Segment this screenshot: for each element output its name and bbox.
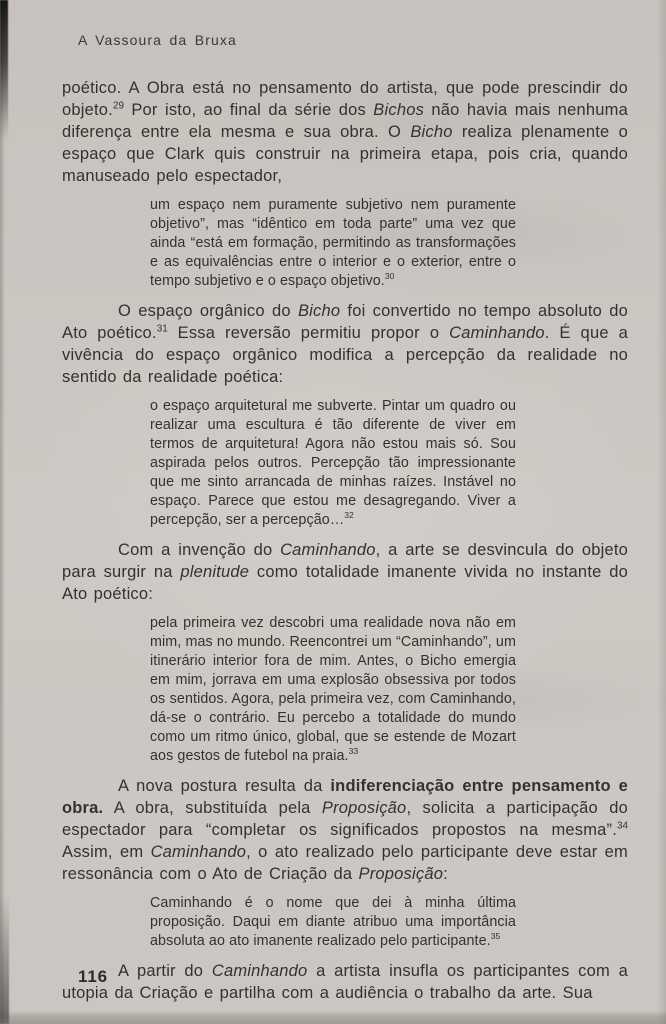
text-run: um espaço nem puramente subjetivo nem puramente objetivo”, mas “idêntico em toda parte” uma vez que ainda “está em formação, permitindo as transformações e as equivalências entre o interior e o exterior, entre o tempo subjetivo e o espaço objetivo. [150,197,516,289]
text-run: Caminhando [211,962,308,980]
text-run: A obra, substituída pela [103,799,322,817]
text-run: realiza plenamente o espaço que Clark quis construir na primeira etapa, pois cria, quando manuseado pelo espectador, [62,123,628,185]
text-run: o espaço arquitetural me subverte. Pintar um quadro ou realizar uma escultura é tão diferente de viver em termos de arquitetura! Agora não estou mais só. Sou aspirada pelos outros. Percepção tão impressionante que me sinto arrancada de minhas raízes. Instável no espaço. Parece que estou me desagregando. Viver a percepção, ser a percepção… [150,398,516,528]
page-edge-bottom-shadow [0,1010,666,1024]
text-run: não havia mais nenhuma diferença entre ela mesma e sua obra. O [62,101,628,141]
text-run: . É que a vivência do espaço orgânico modifica a percepção da realidade no sentido da realidade poética: [62,324,629,386]
page-edge-right-shadow [657,0,666,1024]
block-quote [150,397,516,530]
text-run: pela primeira vez descobri uma realidade nova não em mim, mas no mundo. Reencontrei um “Caminhando”, um itinerário interior fora de mim. Antes, o Bicho emergia em mim, jorrava em uma explosão obsessiva por todos os sentidos. Agora, pela primeira vez, com Caminhando, dá-se o contrário. Eu percebo a totalidade do mundo como um ritmo único, global, que se estende de Mozart aos gestos de futebol na praia. [150,615,516,764]
text-run: Caminhando [449,324,545,342]
running-header: A Vassoura da Bruxa [78,32,237,48]
text-run: Bichos [373,101,425,119]
text-run: 32 [344,510,354,521]
text-run: Caminhando [280,541,376,559]
paragraph [62,77,628,187]
text-run: Proposição [358,865,444,883]
text-run: Assim, em [62,843,151,861]
text-run: , a arte se desvincula do objeto para surgir na [62,541,628,581]
block-quote [150,894,516,951]
text-run: Proposição [321,799,407,817]
text-run: Caminhando é o nome que dei à minha última proposição. Daqui em diante atribuo uma importância absoluta ao ato imanente realizado pelo participante. [150,895,516,949]
page-edge-left-shadow [0,0,5,1024]
text-run: Bicho [410,123,453,141]
block-quote [150,614,516,766]
page-number: 116 [78,967,108,986]
text-run: poético. A Obra está no pensamento do artista, que pode prescindir do objeto. [62,79,628,119]
paragraph [62,775,628,885]
paragraph [62,539,628,605]
paragraph [62,960,628,1004]
text-run: 31 [156,323,168,335]
text-run: Com a invenção do [118,541,281,559]
page-edge-top-left-dark-strip [0,0,8,140]
text-run: A nova postura resulta da [118,777,331,795]
text-run: plenitude [180,563,250,581]
text-run: Caminhando [150,843,247,861]
block-quote [150,196,516,291]
text-run: 34 [617,820,628,832]
text-run: : [443,865,448,883]
text-run: foi convertido no tempo absoluto do Ato poético. [62,302,628,342]
text-run: 29 [112,100,124,112]
text-run: como totalidade imanente vivida no instante do Ato poético: [62,563,628,603]
text-run: indiferenciação entre pensamento e obra. [62,777,628,817]
text-run: 33 [348,746,359,757]
page-edge-bottom-left-dark-strip [0,894,9,1024]
page-body [62,77,628,1012]
text-run: Por isto, ao final da série dos [123,101,374,119]
text-run: , o ato realizado pelo participante deve estar em ressonância com o Ato de Criação da [62,843,628,883]
text-run: 30 [384,271,395,282]
text-run: a artista insufla os participantes com a utopia da Criação e partilha com a audiência o trabalho da arte. Sua [62,962,628,1002]
text-run: Essa reversão permitiu propor o [167,324,450,342]
text-run: A partir do [118,962,212,980]
text-run: 35 [490,931,501,942]
text-run: O espaço orgânico do [118,302,298,320]
paragraph [62,300,628,388]
text-run: , solicita a participação do espectador para “completar os significados propostos na mesma”. [62,799,628,839]
text-run: Bicho [297,302,341,320]
